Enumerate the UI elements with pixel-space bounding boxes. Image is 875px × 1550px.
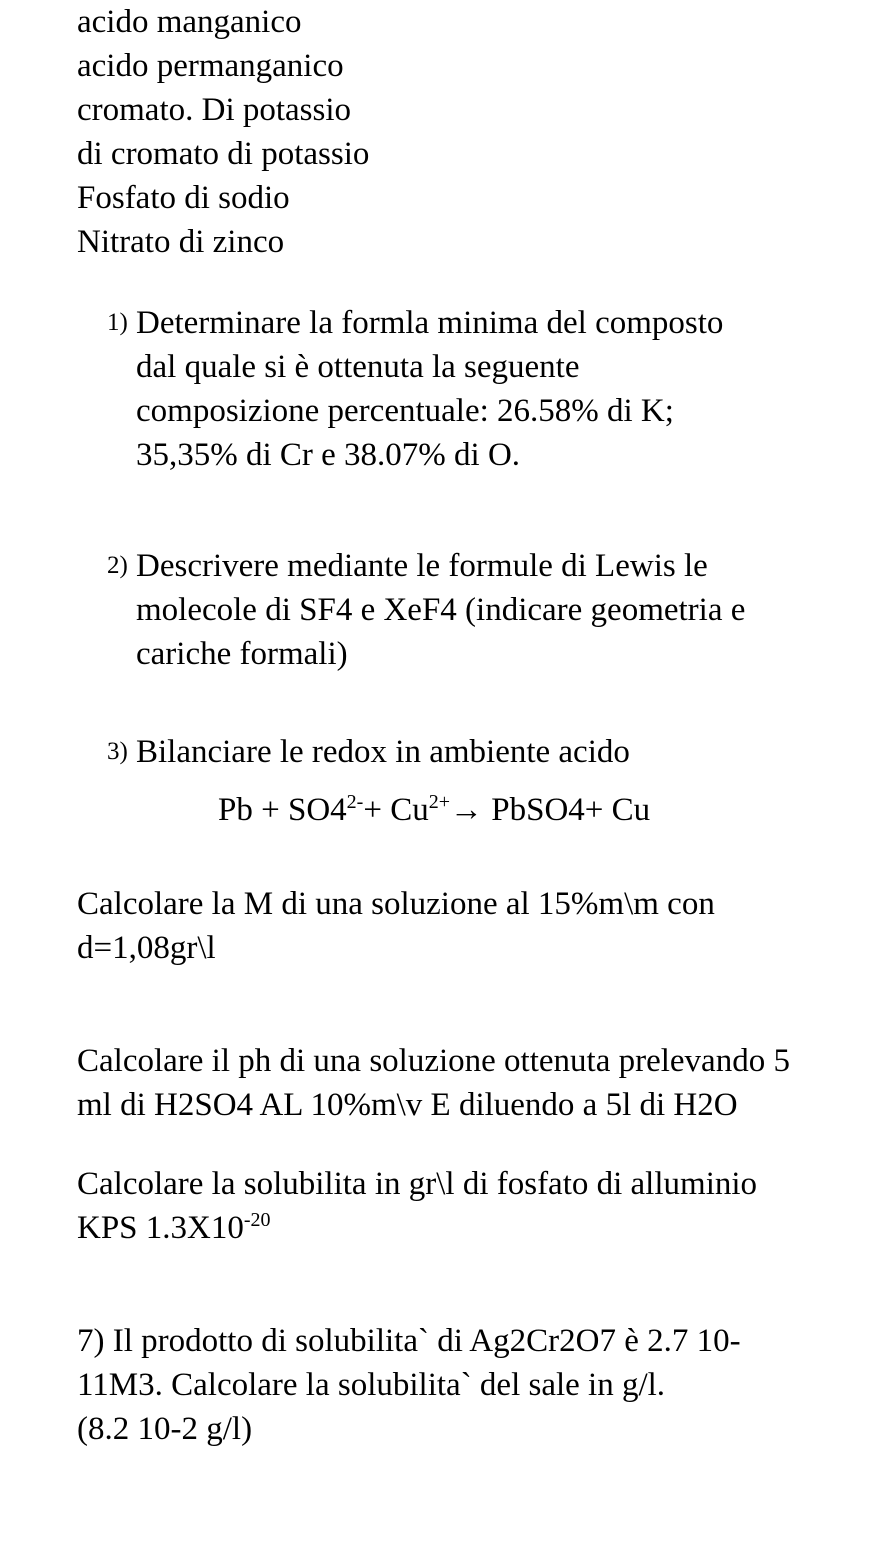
exercise-2-line: Descrivere mediante le formule di Lewis le — [136, 548, 708, 584]
equation-part-1: Pb + SO4 — [218, 792, 347, 828]
compound-list-item: Fosfato di sodio — [77, 180, 290, 216]
compound-list-item: Nitrato di zinco — [77, 224, 285, 260]
exercise-2-line: molecole di SF4 e XeF4 (indicare geometria e — [136, 592, 746, 628]
exercise-4-line: d=1,08gr\l — [77, 930, 216, 966]
compound-list-item: acido permanganico — [77, 48, 344, 84]
exercise-3 — [107, 730, 867, 774]
exercise-7-line: 11M3. Calcolare la solubilita` del sale in g/l. — [77, 1367, 666, 1403]
equation-part-3: → PbSO4+ Cu — [449, 792, 651, 828]
copper-charge: 2+ — [428, 791, 450, 813]
exercise-4 — [77, 882, 715, 970]
exercise-2-text — [136, 544, 867, 676]
exercise-1-text — [136, 301, 867, 477]
exercise-1-line: dal quale si è ottenuta la seguente — [136, 349, 580, 385]
exercise-7 — [77, 1319, 741, 1451]
exercise-7-line: 7) Il prodotto di solubilita` di Ag2Cr2O7 è 2.7 10- — [77, 1323, 741, 1359]
exercise-6 — [77, 1162, 757, 1250]
exercise-5-line: ml di H2SO4 AL 10%m\v E diluendo a 5l di H2O — [77, 1087, 738, 1123]
exercise-6-line: Calcolare la solubilita in gr\l di fosfato di alluminio — [77, 1166, 758, 1202]
exercise-3-number: 3) — [107, 738, 128, 765]
equation-part-2: + Cu — [363, 792, 429, 828]
compound-list-item: acido manganico — [77, 4, 302, 40]
exercise-1-line: Determinare la formla minima del composto — [136, 305, 724, 341]
exercise-2-number: 2) — [107, 552, 128, 579]
exercise-2-line: cariche formali) — [136, 636, 348, 672]
exercise-5-line: Calcolare il ph di una soluzione ottenuta prelevando 5 — [77, 1043, 790, 1079]
exercise-3-title: Bilanciare le redox in ambiente acido — [136, 734, 630, 770]
redox-equation — [218, 788, 650, 832]
exercise-1-line: 35,35% di Cr e 38.07% di O. — [136, 437, 521, 473]
exercise-1-number: 1) — [107, 309, 128, 336]
exercise-3-text — [136, 730, 867, 774]
exercise-6-kps-line — [77, 1206, 757, 1250]
kps-value: KPS 1.3X10 — [77, 1210, 244, 1246]
compound-list — [77, 0, 369, 264]
exercise-1 — [107, 301, 867, 477]
kps-exponent: -20 — [243, 1209, 271, 1231]
exercise-5 — [77, 1039, 790, 1127]
exercise-1-line: composizione percentuale: 26.58% di K; — [136, 393, 674, 429]
sulfate-charge: 2- — [346, 791, 364, 813]
exercise-7-answer: (8.2 10-2 g/l) — [77, 1411, 253, 1447]
exercise-4-line: Calcolare la M di una soluzione al 15%m\m con — [77, 886, 715, 922]
compound-list-item: cromato. Di potassio — [77, 92, 352, 128]
exercise-2 — [107, 544, 867, 676]
compound-list-item: di cromato di potassio — [77, 136, 370, 172]
